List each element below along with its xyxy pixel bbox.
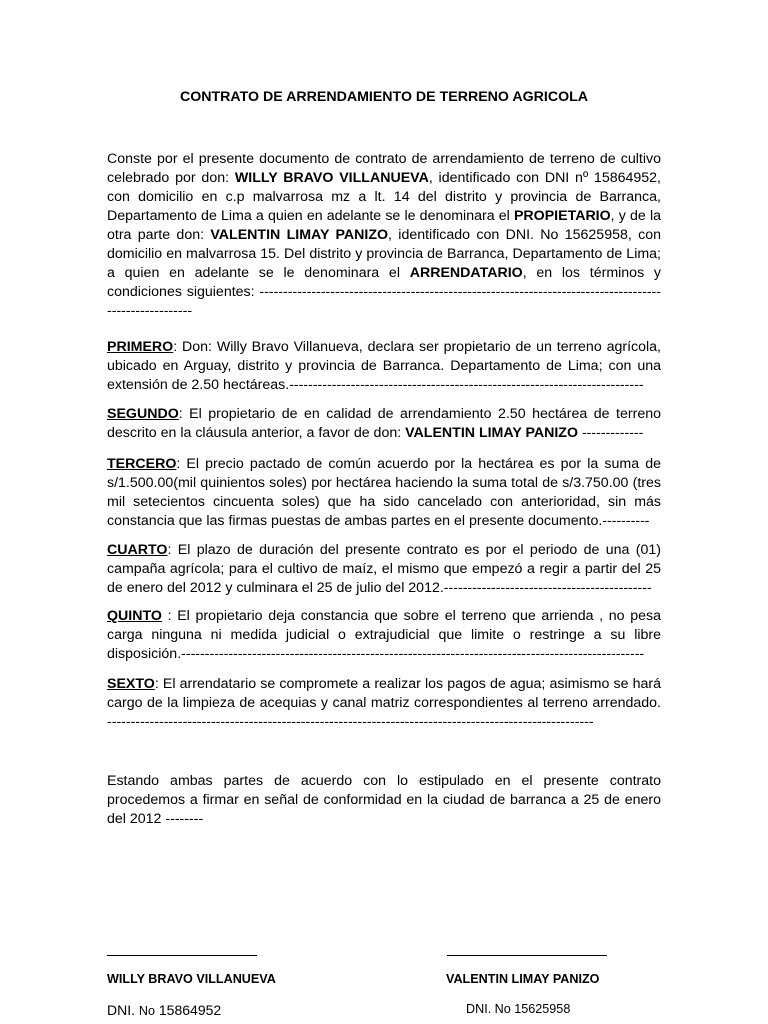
tenant-name: VALENTIN LIMAY PANIZO [405,425,579,441]
clause-label: CUARTO [107,542,168,558]
clause-label: SEXTO [107,676,155,692]
clause-text: : El propietario de en calidad de arrendamiento 2.50 hectárea de terreno descrito en la cláusula anterior, a favor de don: [107,406,661,441]
clause-label: QUINTO [107,608,162,624]
owner-role: PROPIETARIO [513,208,611,224]
signature-line-tenant [447,955,607,956]
owner-signature-name: WILLY BRAVO VILLANUEVA [107,972,276,986]
clause-cuarto [107,541,661,598]
clause-label: PRIMERO [107,339,174,355]
clause-text: : El propietario deja constancia que sobre el terreno que arrienda , no pesa carga ninguna ni medida judicial o extrajudicial que limite o restringe a su libre disposición.-------------------------------------------------------------------------------------------------- [107,608,661,662]
intro-text: , en los términos y condiciones siguientes: ------------------------------------------------------------------------------------------------------- [107,265,661,319]
tenant-signature-name: VALENTIN LIMAY PANIZO [446,972,600,986]
clause-label: TERCERO [107,456,177,472]
clause-segundo [107,405,661,443]
dni-prefix: DNI. [107,1002,139,1018]
signature-line-owner [107,955,257,956]
clause-text: : El arrendatario se compromete a realizar los pagos de agua; asimismo se hará cargo de la limpieza de acequias y canal matriz correspondientes al terreno arrendado. ------------------------------------------------------------------------------------------------------- [107,676,661,730]
intro-text: , identificado con DNI. No 15625958, con domicilio en malvarrosa 15. Del distrito y provincia de Barranca, Departamento de Lima; a quien en adelante se le denominara el [107,227,662,281]
clause-sexto [107,675,661,732]
owner-dni [107,1002,221,1018]
intro-text: , y de la otra parte don: [107,208,661,243]
tenant-dni: DNI. No 15625958 [466,1002,571,1016]
dni-no: No [138,1004,155,1018]
clause-text: : El plazo de duración del presente contrato es por el periodo de una (01) campaña agrícola; para el cultivo de maíz, el mismo que empezó a regir a partir del 25 de enero del 2012 y culminara el 25 de julio del 2012.-------------------------------------------- [107,542,661,596]
document-title: CONTRATO DE ARRENDAMIENTO DE TERRENO AGRICOLA [179,89,589,105]
intro-paragraph [107,150,661,321]
tenant-name: VALENTIN LIMAY PANIZO [210,227,389,243]
intro-text: Conste por el presente documento de contrato de arrendamiento de terreno de cultivo celebrado por don: [107,151,661,186]
intro-text: , identificado con DNI nº 15864952, con domicilio en c.p malvarrosa mz a lt. 14 del distrito y provincia de Barranca, Departamento de Lima a quien en adelante se le denominara el [107,170,661,224]
clause-primero [107,338,661,395]
clause-quinto [107,607,661,664]
dni-number: 15864952 [155,1002,222,1018]
clause-tercero [107,455,661,531]
owner-name: WILLY BRAVO VILLANUEVA [234,170,429,186]
clause-label: SEGUNDO [107,406,179,422]
clause-text: : Don: Willy Bravo Villanueva, declara ser propietario de un terreno agrícola, ubicado en Arguay, distrito y provincia de Barranca. Departamento de Lima; con una extensión de 2.50 hectáreas.--------------------------------------------------------------------------- [107,339,661,393]
tenant-role: ARRENDATARIO [409,265,523,281]
closing-paragraph: Estando ambas partes de acuerdo con lo estipulado en el presente contrato procedemos a firmar en señal de conformidad en la ciudad de barranca a 25 de enero del 2012 -------- [107,773,661,827]
clause-text: : El precio pactado de común acuerdo por la hectárea es por la suma de s/1.500.00(mil quinientos soles) por hectárea haciendo la suma total de s/3.750.00 (tres mil setecientos cincuenta soles) que ha sido cancelado con anterioridad, sin más constancia que las firmas puestas de ambas partes en el presente documento.---------- [107,456,661,529]
clause-text: ------------- [578,425,644,441]
